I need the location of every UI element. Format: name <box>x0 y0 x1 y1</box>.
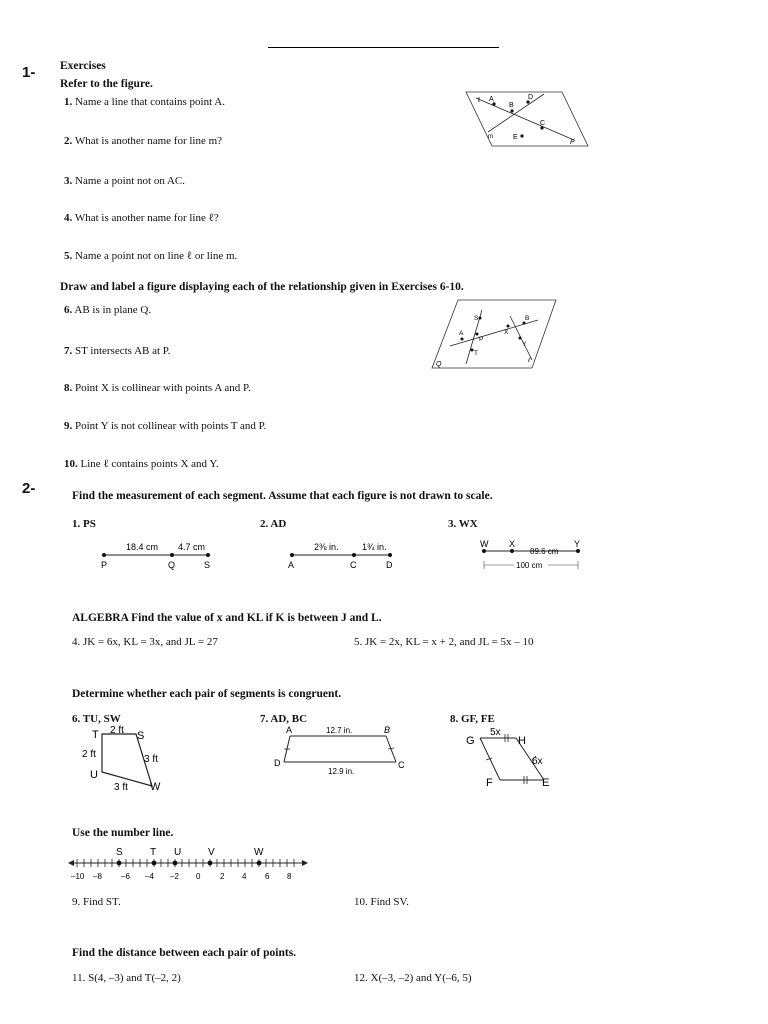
point-F: F <box>486 777 493 789</box>
point-D: D <box>386 560 393 570</box>
exercise-8: 8. Point X is collinear with points A and P. <box>64 382 251 394</box>
point-H: H <box>518 735 526 747</box>
numberline-point-V: V <box>208 847 215 858</box>
distance-item-11: 11. S(4, –3) and T(–2, 2) <box>72 972 181 984</box>
exercise-9: 9. Point Y is not collinear with points T and P. <box>64 420 267 432</box>
label-A: A <box>459 330 464 337</box>
point-B: B <box>384 725 391 735</box>
draw-instruction: Draw and label a figure displaying each of the relationship given in Exercises 6-10. <box>60 281 464 293</box>
section-2-number: 2- <box>22 480 36 497</box>
measure-PQ: 18.4 cm <box>126 542 159 552</box>
segment-item-3-label: 3. WX <box>448 518 478 530</box>
measure-HE: 6x <box>532 756 543 767</box>
segment-item-1-label: 1. PS <box>72 518 96 530</box>
numberline-point-T: T <box>150 847 157 858</box>
point-C: C <box>398 760 405 770</box>
measure-GH: 5x <box>490 727 501 738</box>
measure-CD: 1¾ in. <box>362 542 387 552</box>
numberline-point-S: S <box>116 847 123 858</box>
measure-XY: 89.6 cm <box>530 547 559 556</box>
plane-figure-2 <box>428 296 560 374</box>
tick-minus2: –2 <box>170 872 179 881</box>
number-line <box>66 843 316 883</box>
label-l: ℓ <box>528 357 531 364</box>
label-Y: Y <box>522 341 527 348</box>
tick-minus6: –6 <box>121 872 130 881</box>
numberline-point-W: W <box>254 847 264 858</box>
refer-instruction: Refer to the figure. <box>60 78 153 90</box>
congruent-instruction: Determine whether each pair of segments is congruent. <box>72 688 342 700</box>
label-Q: Q <box>436 361 442 368</box>
algebra-instruction: ALGEBRA Find the value of x and KL if K is between J and L. <box>72 612 382 624</box>
point-G: G <box>466 735 475 747</box>
label-T: T <box>474 350 478 357</box>
exercise-3: 3. Name a point not on AC. <box>64 175 185 187</box>
plane-figure-1 <box>462 88 592 150</box>
label-X: X <box>504 329 509 336</box>
algebra-item-5: 5. JK = 2x, KL = x + 2, and JL = 5x – 10 <box>354 636 534 648</box>
congruent-item-7-label: 7. AD, BC <box>260 713 308 725</box>
measure-DC: 12.9 in. <box>328 767 355 776</box>
point-S: S <box>137 730 145 742</box>
trapezoid-ABCD <box>270 722 410 782</box>
segment-figure-WX <box>474 538 594 574</box>
tick-minus4: –4 <box>145 872 154 881</box>
measure-TU: 2 ft <box>82 749 96 760</box>
label-B: B <box>525 315 530 322</box>
point-W: W <box>480 539 489 549</box>
title-underline <box>268 47 499 48</box>
algebra-item-4: 4. JK = 6x, KL = 3x, and JL = 27 <box>72 636 218 648</box>
point-U: U <box>90 769 98 781</box>
congruent-item-8-label: 8. GF, FE <box>450 713 495 725</box>
numberline-item-10: 10. Find SV. <box>354 896 409 908</box>
section-1-number: 1- <box>22 64 36 81</box>
label-A: A <box>489 96 494 103</box>
tick-minus10: –10 <box>71 872 85 881</box>
numberline-instruction: Use the number line. <box>72 827 174 839</box>
quadrilateral-TSWU <box>78 724 178 794</box>
numberline-point-U: U <box>174 847 182 858</box>
measure-QS: 4.7 cm <box>178 542 206 552</box>
label-C: C <box>540 120 546 127</box>
label-P: P <box>570 139 575 146</box>
point-P: P <box>101 560 108 570</box>
tick-2: 2 <box>220 872 225 881</box>
exercise-6: 6. AB is in plane Q. <box>64 304 152 316</box>
numberline-item-9: 9. Find ST. <box>72 896 121 908</box>
measure-AB: 12.7 in. <box>326 726 353 735</box>
measure-SW: 3 ft <box>144 754 158 765</box>
label-D: D <box>528 94 534 101</box>
exercise-10: 10. Line ℓ contains points X and Y. <box>64 458 219 470</box>
label-P: P <box>479 336 484 343</box>
tick-8: 8 <box>287 872 292 881</box>
point-T: T <box>92 729 99 741</box>
point-C: C <box>350 560 357 570</box>
point-X: X <box>509 539 516 549</box>
label-B: B <box>509 102 514 109</box>
point-W: W <box>150 781 161 793</box>
exercises-title: Exercises <box>60 60 106 72</box>
point-S: S <box>204 560 211 570</box>
label-S: S <box>474 315 479 322</box>
tick-6: 6 <box>265 872 270 881</box>
exercise-4: 4. What is another name for line ℓ? <box>64 212 219 224</box>
measure-UW: 3 ft <box>114 782 128 793</box>
segment-item-2-label: 2. AD <box>260 518 287 530</box>
point-E: E <box>542 777 550 789</box>
label-m: m <box>488 134 493 140</box>
exercise-1: 1. Name a line that contains point A. <box>64 96 225 108</box>
segment-figure-PS <box>96 538 226 572</box>
label-E: E <box>513 134 518 141</box>
point-Y: Y <box>574 539 581 549</box>
point-A: A <box>288 560 295 570</box>
measure-AC: 2⅜ in. <box>314 542 339 552</box>
exercise-5: 5. Name a point not on line ℓ or line m. <box>64 250 238 262</box>
exercise-2: 2. What is another name for line m? <box>64 135 223 147</box>
line-m <box>488 94 544 132</box>
measure-TS: 2 ft <box>110 725 124 736</box>
segment-figure-AD <box>284 538 414 572</box>
point-D: D <box>274 758 281 768</box>
tick-minus8: –8 <box>93 872 102 881</box>
tick-0: 0 <box>196 872 201 881</box>
exercise-7: 7. ST intersects AB at P. <box>64 345 171 357</box>
distance-instruction: Find the distance between each pair of points. <box>72 947 297 959</box>
measurement-instruction: Find the measurement of each segment. Assume that each figure is not drawn to scale. <box>72 490 493 502</box>
measure-WY: 100 cm <box>516 561 543 570</box>
congruent-item-6-label: 6. TU, SW <box>72 713 121 725</box>
distance-item-12: 12. X(–3, –2) and Y(–6, 5) <box>354 972 472 984</box>
parallelogram-GHEF <box>460 722 570 792</box>
tick-4: 4 <box>242 872 247 881</box>
label-l: ℓ <box>478 97 481 104</box>
point-A: A <box>286 725 293 735</box>
point-Q: Q <box>168 560 176 570</box>
